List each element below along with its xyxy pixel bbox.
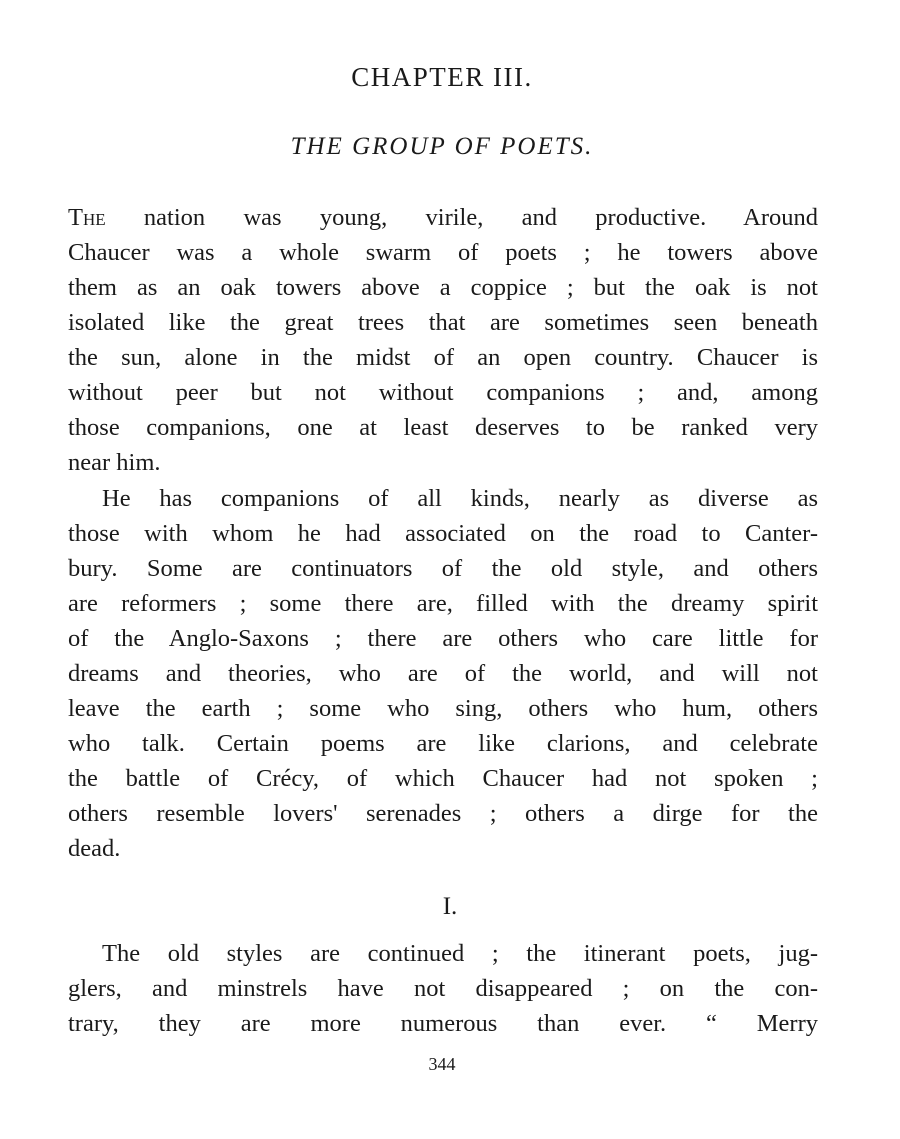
- paragraph-1: [68, 200, 818, 480]
- text-line: those companions, one at least deserves to be ranked very: [68, 414, 818, 441]
- text-line: bury. Some are continuators of the old style, and others: [68, 555, 818, 582]
- text-line: of the Anglo-Saxons ; there are others who care little for: [68, 625, 818, 652]
- paragraph-2: [68, 481, 818, 866]
- text-line: isolated like the great trees that are sometimes seen beneath: [68, 309, 818, 336]
- text-line: leave the earth ; some who sing, others who hum, others: [68, 695, 818, 722]
- lead-word: The: [68, 204, 106, 231]
- text-line: the sun, alone in the midst of an open country. Chaucer is: [68, 344, 818, 371]
- text-line: He has companions of all kinds, nearly as diverse as: [102, 485, 818, 512]
- text-line: The old styles are continued ; the itinerant poets, jug-: [102, 940, 818, 967]
- text-line: are reformers ; some there are, filled with the dreamy spirit: [68, 590, 818, 617]
- text-line: trary, they are more numerous than ever. “ Merry: [68, 1010, 818, 1037]
- text-line: others resemble lovers' serenades ; others a dirge for the: [68, 800, 818, 827]
- text-line: dreams and theories, who are of the world, and will not: [68, 660, 818, 687]
- first-line-rest: nation was young, virile, and productive. Around: [105, 204, 818, 231]
- text-line: who talk. Certain poems are like clarions, and celebrate: [68, 730, 818, 757]
- chapter-heading: CHAPTER III.: [351, 62, 533, 92]
- paragraph-3: [68, 936, 818, 1041]
- text-line: dead.: [68, 835, 121, 862]
- text-line: the battle of Crécy, of which Chaucer had not spoken ;: [68, 765, 818, 792]
- text-line: glers, and minstrels have not disappeared ; on the con-: [68, 975, 818, 1002]
- page-number: 344: [428, 1054, 456, 1074]
- text-line: without peer but not without companions ; and, among: [68, 379, 818, 406]
- section-numeral: I.: [442, 893, 458, 920]
- text-line: [68, 200, 818, 235]
- text-line: near him.: [68, 449, 161, 476]
- text-line: Chaucer was a whole swarm of poets ; he towers above: [68, 239, 818, 266]
- text-line: those with whom he had associated on the road to Canter-: [68, 520, 818, 547]
- text-line: them as an oak towers above a coppice ; but the oak is not: [68, 274, 818, 301]
- chapter-title: THE GROUP OF POETS.: [290, 133, 594, 160]
